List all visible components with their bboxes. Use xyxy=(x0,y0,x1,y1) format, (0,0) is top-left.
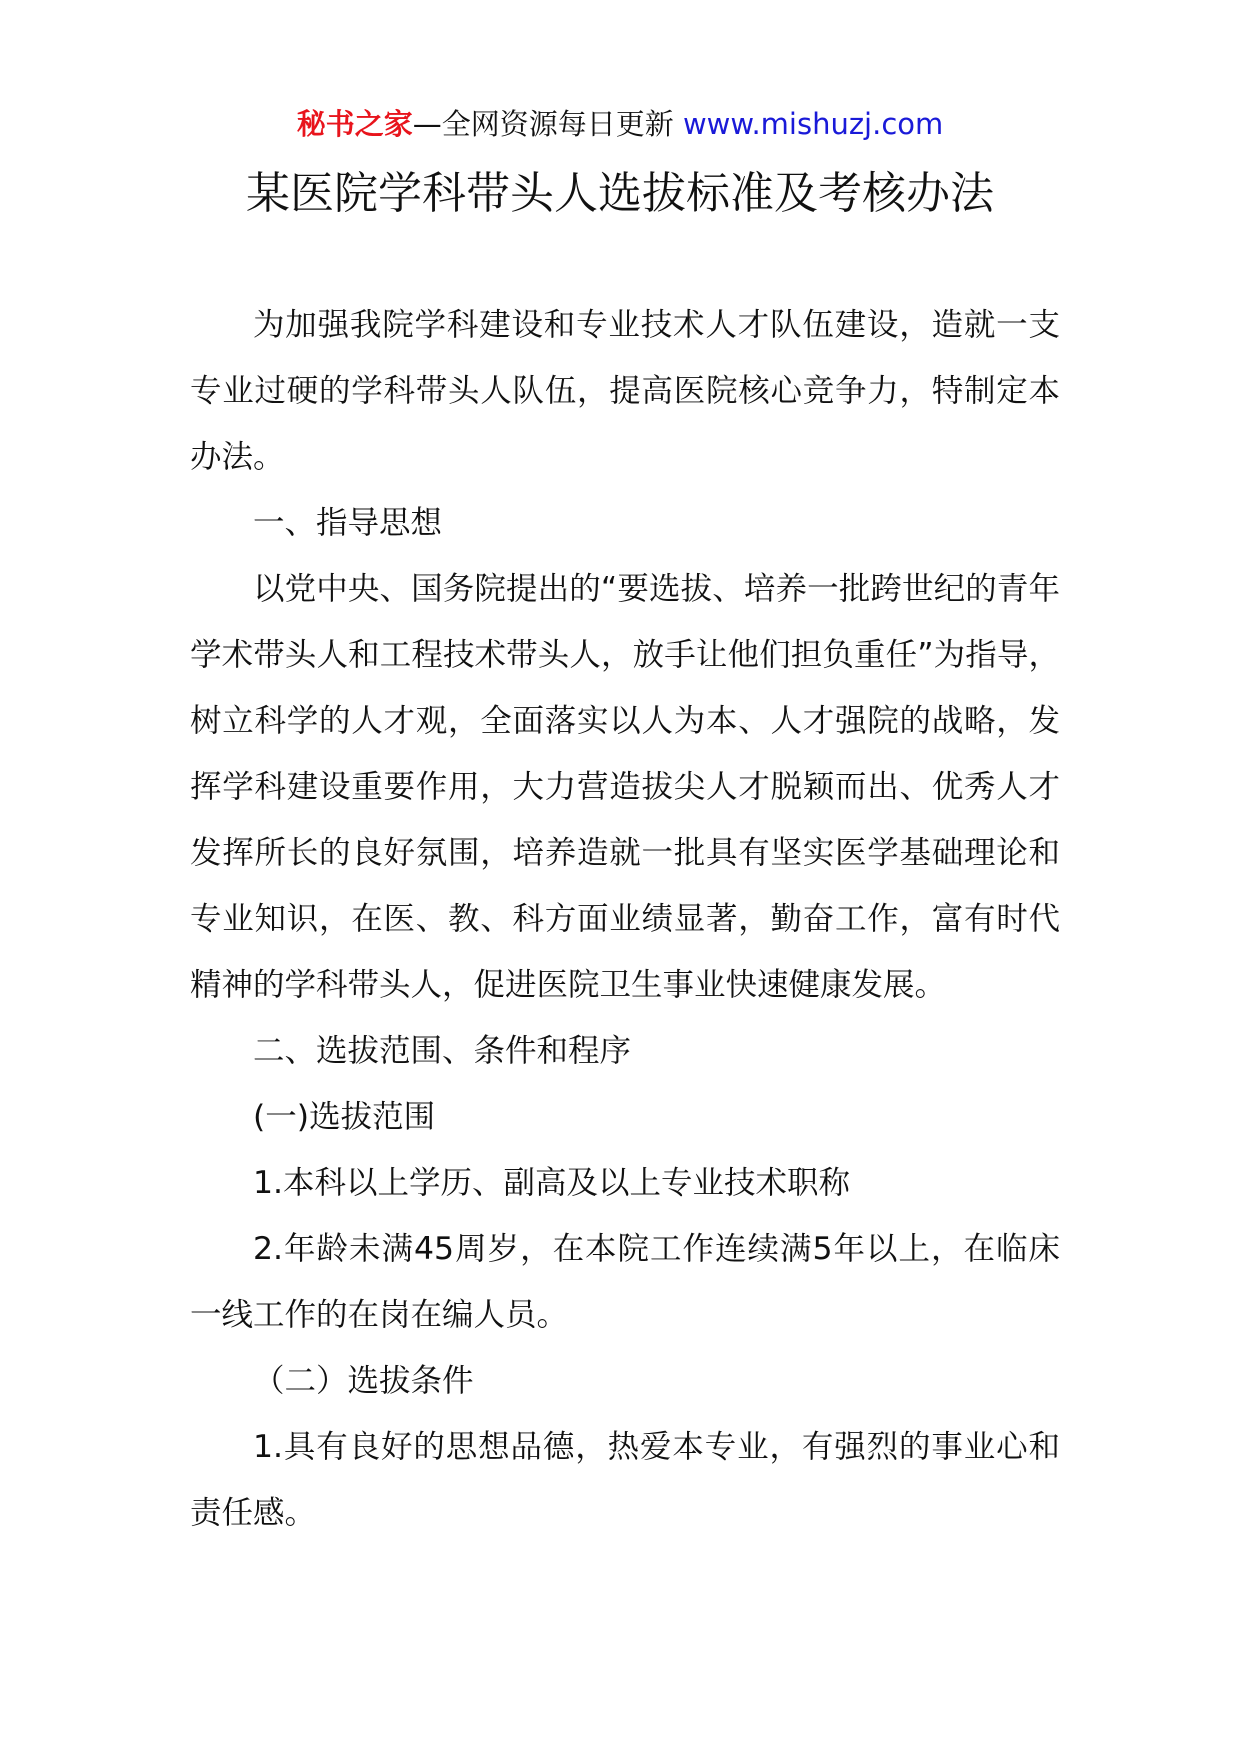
section-heading-guiding-ideology: 一、指导思想 xyxy=(253,505,443,541)
scope-item-1: 1.本科以上学历、副高及以上专业技术职称 xyxy=(253,1165,851,1201)
site-header xyxy=(0,104,1240,144)
guiding-ideology-paragraph: 以党中央、国务院提出的“要选拔、培养一批跨世纪的青年学术带头人和工程技术带头人，放手让他们担负重任”为指导，树立科学的人才观，全面落实以人为本、人才强院的战略，发挥学科建设重要作用，大力营造拔尖人才脱颖而出、优秀人才发挥所长的良好氛围，培养造就一批具有坚实医学基础理论和专业知识，在医、教、科方面业绩显著，勤奋工作，富有时代精神的学科带头人，促进医院卫生事业快速健康发展。 xyxy=(190,571,1060,1003)
scope-item-2: 2.年龄未满45周岁，在本院工作连续满5年以上，在临床一线工作的在岗在编人员。 xyxy=(190,1231,1060,1333)
intro-paragraph: 为加强我院学科建设和专业技术人才队伍建设，造就一支专业过硬的学科带头人队伍，提高医院核心竞争力，特制定本办法。 xyxy=(190,307,1060,475)
subsection-heading-conditions: （二）选拔条件 xyxy=(253,1363,474,1399)
subsection-heading-scope: (一)选拔范围 xyxy=(253,1099,436,1135)
document-title: 某医院学科带头人选拔标准及考核办法 xyxy=(246,168,994,219)
document-body xyxy=(190,292,1060,1546)
section-heading-selection: 二、选拔范围、条件和程序 xyxy=(253,1033,632,1069)
site-url-link[interactable]: www.mishuzj.com xyxy=(682,107,944,141)
site-brand: 秘书之家 xyxy=(296,107,413,141)
site-tagline: —全网资源每日更新 xyxy=(412,107,683,141)
conditions-item-1: 1.具有良好的思想品德，热爱本专业，有强烈的事业心和责任感。 xyxy=(190,1429,1060,1531)
